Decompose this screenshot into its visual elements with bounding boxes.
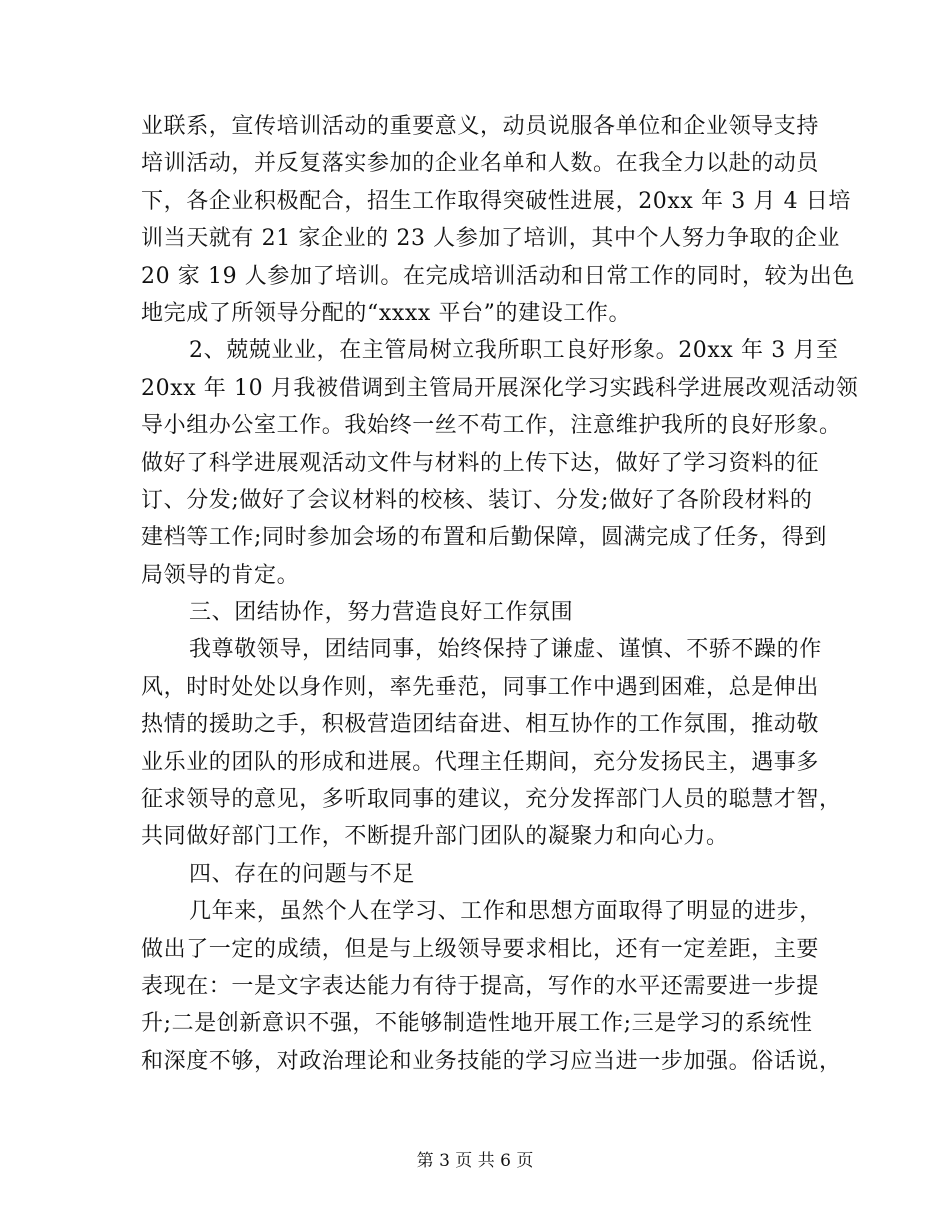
text-line: 下，各企业积极配合，招生工作取得突破性进展，20xx 年 3 月 4 日培 bbox=[141, 188, 851, 214]
text-line: 局领导的肯定。 bbox=[141, 562, 300, 588]
text-line: 热情的援助之手，积极营造团结奋进、相互协作的工作氛围，推动敬 bbox=[141, 712, 820, 738]
text-line: 征求领导的意见，多听取同事的建议，充分发挥部门人员的聪慧才智， bbox=[141, 787, 842, 813]
text-line: 升;二是创新意识不强，不能够制造性地开展工作;三是学习的系统性 bbox=[141, 1011, 813, 1037]
text-line: 我尊敬领导，团结同事，始终保持了谦虚、谨慎、不骄不躁的作 bbox=[189, 637, 822, 663]
text-line: 做出了一定的成绩，但是与上级领导要求相比，还有一定差距，主要 bbox=[141, 936, 820, 962]
text-line: 培训活动，并反复落实参加的企业名单和人数。在我全力以赴的动员 bbox=[141, 151, 820, 177]
text-line: 几年来，虽然个人在学习、工作和思想方面取得了明显的进步， bbox=[189, 899, 822, 925]
text-line: 2、兢兢业业，在主管局树立我所职工良好形象。20xx 年 3 月至 bbox=[189, 338, 839, 364]
text-line: 共同做好部门工作，不断提升部门团队的凝聚力和向心力。 bbox=[141, 824, 729, 850]
text-line: 业联系，宣传培训活动的重要意义，动员说服各单位和企业领导支持 bbox=[141, 114, 820, 139]
section-heading: 三、团结协作，努力营造良好工作氛围 bbox=[189, 600, 574, 626]
text-line: 导小组办公室工作。我始终一丝不苟工作，注意维护我所的良好形象。 bbox=[141, 413, 842, 439]
text-line: 20 家 19 人参加了培训。在完成培训活动和日常工作的同时，较为出色 bbox=[141, 263, 855, 289]
text-line: 地完成了所领导分配的“xxxx 平台”的建设工作。 bbox=[141, 300, 632, 326]
document-body bbox=[141, 108, 859, 1080]
text-line: 和深度不够，对政治理论和业务技能的学习应当进一步加强。俗话说， bbox=[141, 1048, 842, 1074]
text-line: 做好了科学进展观活动文件与材料的上传下达，做好了学习资料的征 bbox=[141, 450, 820, 476]
section-heading: 四、存在的问题与不足 bbox=[189, 861, 416, 887]
text-line: 业乐业的团队的形成和进展。代理主任期间，充分发扬民主，遇事多 bbox=[141, 749, 820, 775]
text-line: 20xx 年 10 月我被借调到主管局开展深化学习实践科学进展改观活动领 bbox=[141, 375, 859, 401]
text-line: 训当天就有 21 家企业的 23 人参加了培训，其中个人努力争取的企业 bbox=[141, 226, 840, 252]
text-line: 订、分发;做好了会议材料的校核、装订、分发;做好了各阶段材料的 bbox=[141, 487, 813, 513]
text-line: 建档等工作;同时参加会场的布置和后勤保障，圆满完成了任务，得到 bbox=[141, 525, 828, 551]
page-number-footer: 第 3 页 共 6 页 bbox=[416, 1151, 534, 1171]
text-line: 表现在：一是文字表达能力有待于提高，写作的水平还需要进一步提 bbox=[141, 973, 820, 999]
text-line: 风，时时处处以身作则，率先垂范，同事工作中遇到困难，总是伸出 bbox=[141, 674, 820, 700]
